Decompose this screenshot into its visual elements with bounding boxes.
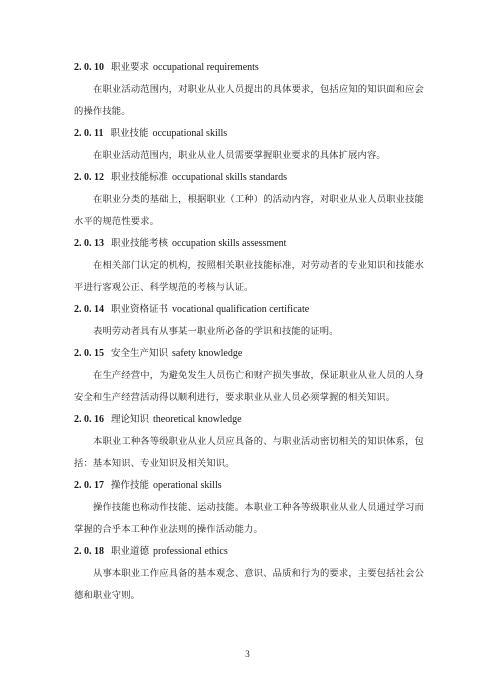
term-chinese: 操作技能 [111,480,150,491]
document-body [74,57,424,607]
term-definition: 在相关部门认定的机构，按照相关职业技能标准，对劳动者的专业知识和技能水平进行客观公正、科学规范的考核与认证。 [74,260,424,293]
term-number: 2. 0. 16 [74,414,104,425]
term-definition: 在职业活动范围内，职业从业人员需要掌握职业要求的具体扩展内容。 [93,150,386,161]
term-heading [74,233,424,255]
term-chinese: 职业资格证书 [111,304,169,315]
term-number: 2. 0. 10 [74,62,104,73]
term-entry [74,475,424,541]
term-chinese: 职业技能标准 [111,172,169,183]
term-number: 2. 0. 14 [74,304,104,315]
term-entry [74,409,424,475]
term-heading [74,409,424,431]
term-number: 2. 0. 17 [74,480,104,491]
term-english: safety knowledge [172,348,243,359]
term-heading [74,167,424,189]
term-chinese: 理论知识 [111,414,150,425]
term-english: occupational skills standards [172,172,287,183]
term-number: 2. 0. 11 [74,128,104,139]
term-chinese: 职业技能 [110,128,149,139]
term-definition: 表明劳动者具有从事某一职业所必备的学识和技能的证明。 [93,326,339,337]
term-chinese: 职业技能考核 [111,238,169,249]
term-english: professional ethics [153,546,228,557]
term-number: 2. 0. 18 [74,546,104,557]
term-definition: 操作技能也称动作技能、运动技能。本职业工种各等级职业从业人员通过学习而掌握的合乎本工种作业法则的操作活动能力。 [74,502,424,535]
term-english: theoretical knowledge [153,414,242,425]
term-heading [74,123,424,145]
term-heading [74,299,424,321]
term-english: vocational qualification certificate [172,304,310,315]
term-english: operational skills [153,480,222,491]
term-entry [74,167,424,233]
term-number: 2. 0. 13 [74,238,104,249]
term-chinese: 安全生产知识 [111,348,169,359]
term-chinese: 职业要求 [111,62,150,73]
term-english: occupation skills assessment [172,238,287,249]
term-definition: 在职业活动范围内，对职业从业人员提出的具体要求，包括应知的知识面和应会的操作技能。 [74,84,424,117]
term-number: 2. 0. 15 [74,348,104,359]
term-heading [74,475,424,497]
term-entry [74,123,424,167]
term-heading [74,541,424,563]
term-entry [74,57,424,123]
term-definition: 在生产经营中，为避免发生人员伤亡和财产损失事故，保证职业从业人员的人身安全和生产经营活动得以顺利进行，要求职业从业人员必须掌握的相关知识。 [74,370,424,403]
term-definition: 在职业分类的基础上，根据职业（工种）的活动内容，对职业从业人员职业技能水平的规范性要求。 [74,194,424,227]
term-number: 2. 0. 12 [74,172,104,183]
term-english: occupational skills [152,128,228,139]
term-definition: 本职业工种各等级职业从业人员应具备的、与职业活动密切相关的知识体系，包括：基本知识、专业知识及相关知识。 [74,436,424,469]
term-entry [74,299,424,343]
term-entry [74,343,424,409]
term-entry [74,233,424,299]
term-definition: 从事本职业工作应具备的基本观念、意识、品质和行为的要求，主要包括社会公德和职业守则。 [74,568,424,601]
term-entry [74,541,424,607]
term-heading [74,57,424,79]
term-english: occupational requirements [153,62,259,73]
term-heading [74,343,424,365]
page-number: 3 [245,649,250,659]
term-chinese: 职业道德 [111,546,150,557]
